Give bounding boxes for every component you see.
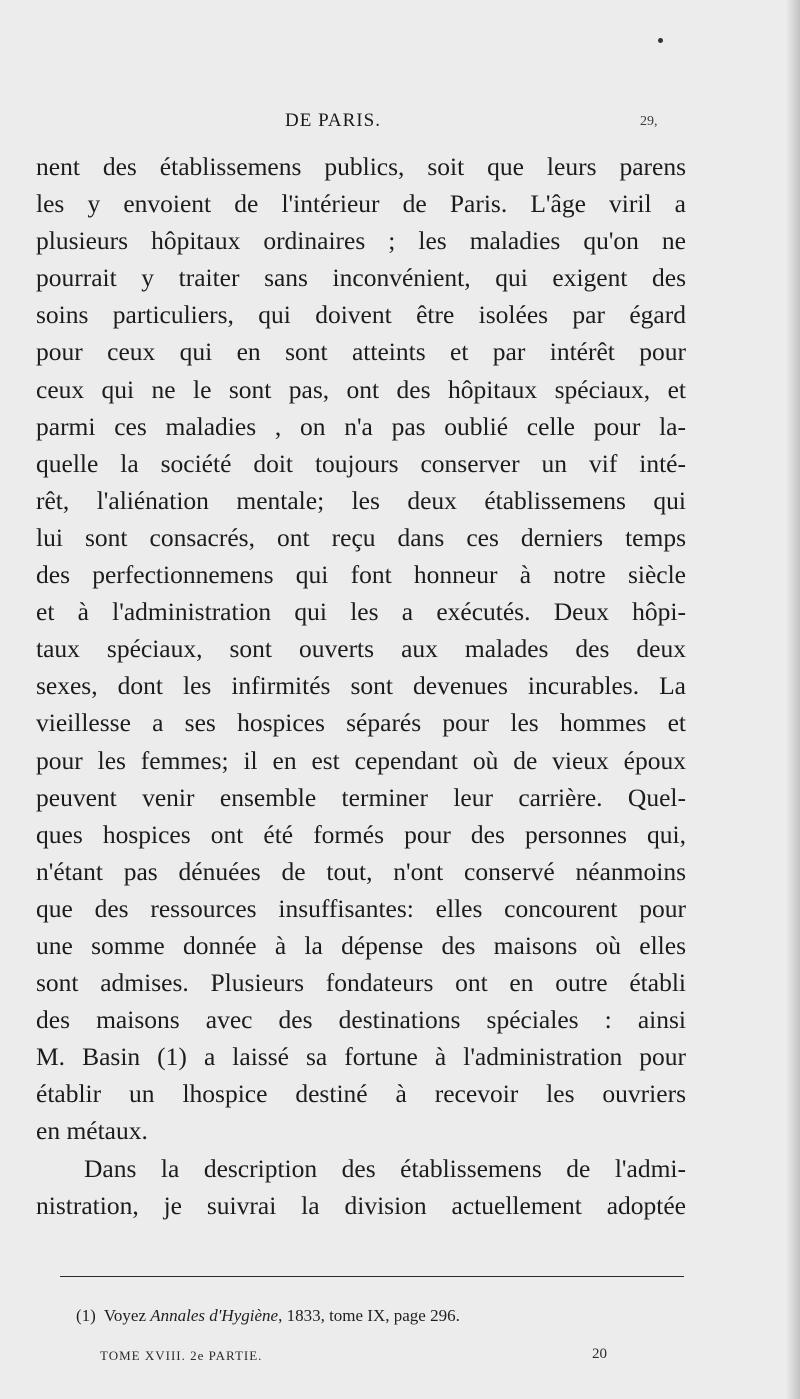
footnote-pre: Voyez	[103, 1306, 147, 1325]
text-line: taux spéciaux, sont ouverts aux malades des deux	[36, 634, 686, 664]
text-line: ques hospices ont été formés pour des personnes qui,	[36, 819, 686, 849]
signature-number: 20	[592, 1346, 607, 1362]
text-line: rêt, l'aliénation mentale; les deux établissemens qui	[36, 485, 686, 515]
text-line: pourrait y traiter sans inconvénient, qui exigent des	[36, 263, 686, 293]
printer-signature: TOME XVIII. 2e PARTIE.	[100, 1348, 263, 1363]
running-head-title: DE PARIS.	[285, 110, 381, 131]
page-number: 29,	[640, 114, 658, 129]
page-edge-shadow	[786, 0, 800, 1399]
text-line: vieillesse a ses hospices séparés pour les hommes et	[36, 708, 686, 738]
text-line: en métaux.	[36, 1116, 148, 1146]
text-line: des maisons avec des destinations spéciales : ainsi	[36, 1005, 686, 1035]
text-line: n'étant pas dénuées de tout, n'ont conservé néanmoins	[36, 856, 686, 886]
text-line: nistration, je suivrai la division actuellement adoptée	[36, 1190, 686, 1220]
text-line: quelle la société doit toujours conserver un vif inté-	[36, 448, 686, 478]
text-line: des perfectionnemens qui font honneur à notre siècle	[36, 560, 686, 590]
text-line: et à l'administration qui les a exécutés. Deux hôpi-	[36, 597, 686, 627]
footnote	[76, 1306, 460, 1326]
ink-spot	[658, 38, 663, 43]
text-line: peuvent venir ensemble terminer leur carrière. Quel-	[36, 782, 686, 812]
text-line: établir un lhospice destiné à recevoir les ouvriers	[36, 1079, 686, 1109]
text-line: M. Basin (1) a laissé sa fortune à l'administration pour	[36, 1042, 686, 1072]
text-line: les y envoient de l'intérieur de Paris. L'âge viril a	[36, 189, 686, 219]
text-line: une somme donnée à la dépense des maisons où elles	[36, 930, 686, 960]
text-line: sexes, dont les infirmités sont devenues incurables. La	[36, 671, 686, 701]
footnote-post: , 1833, tome IX, page 296.	[278, 1306, 460, 1325]
text-line: plusieurs hôpitaux ordinaires ; les maladies qu'on ne	[36, 226, 686, 256]
text-line: parmi ces maladies , on n'a pas oublié celle pour la-	[36, 411, 686, 441]
body-text	[36, 148, 686, 1224]
footnote-marker: (1)	[76, 1306, 96, 1325]
running-head	[0, 108, 800, 138]
text-line: pour les femmes; il en est cependant où de vieux époux	[36, 745, 686, 775]
footnote-rule	[60, 1276, 684, 1277]
text-line: que des ressources insuffisantes: elles concourent pour	[36, 893, 686, 923]
text-line: sont admises. Plusieurs fondateurs ont en outre établi	[36, 968, 686, 998]
text-line: ceux qui ne le sont pas, ont des hôpitaux spéciaux, et	[36, 374, 686, 404]
footnote-journal-title: Annales d'Hygiène	[150, 1306, 279, 1325]
text-line: lui sont consacrés, ont reçu dans ces derniers temps	[36, 522, 686, 552]
paragraph-start-line: Dans la description des établissemens de l'admi-	[84, 1153, 686, 1183]
text-line: pour ceux qui en sont atteints et par intérêt pour	[36, 337, 686, 367]
text-line: soins particuliers, qui doivent être isolées par égard	[36, 300, 686, 330]
text-line: nent des établissemens publics, soit que leurs parens	[36, 152, 686, 181]
